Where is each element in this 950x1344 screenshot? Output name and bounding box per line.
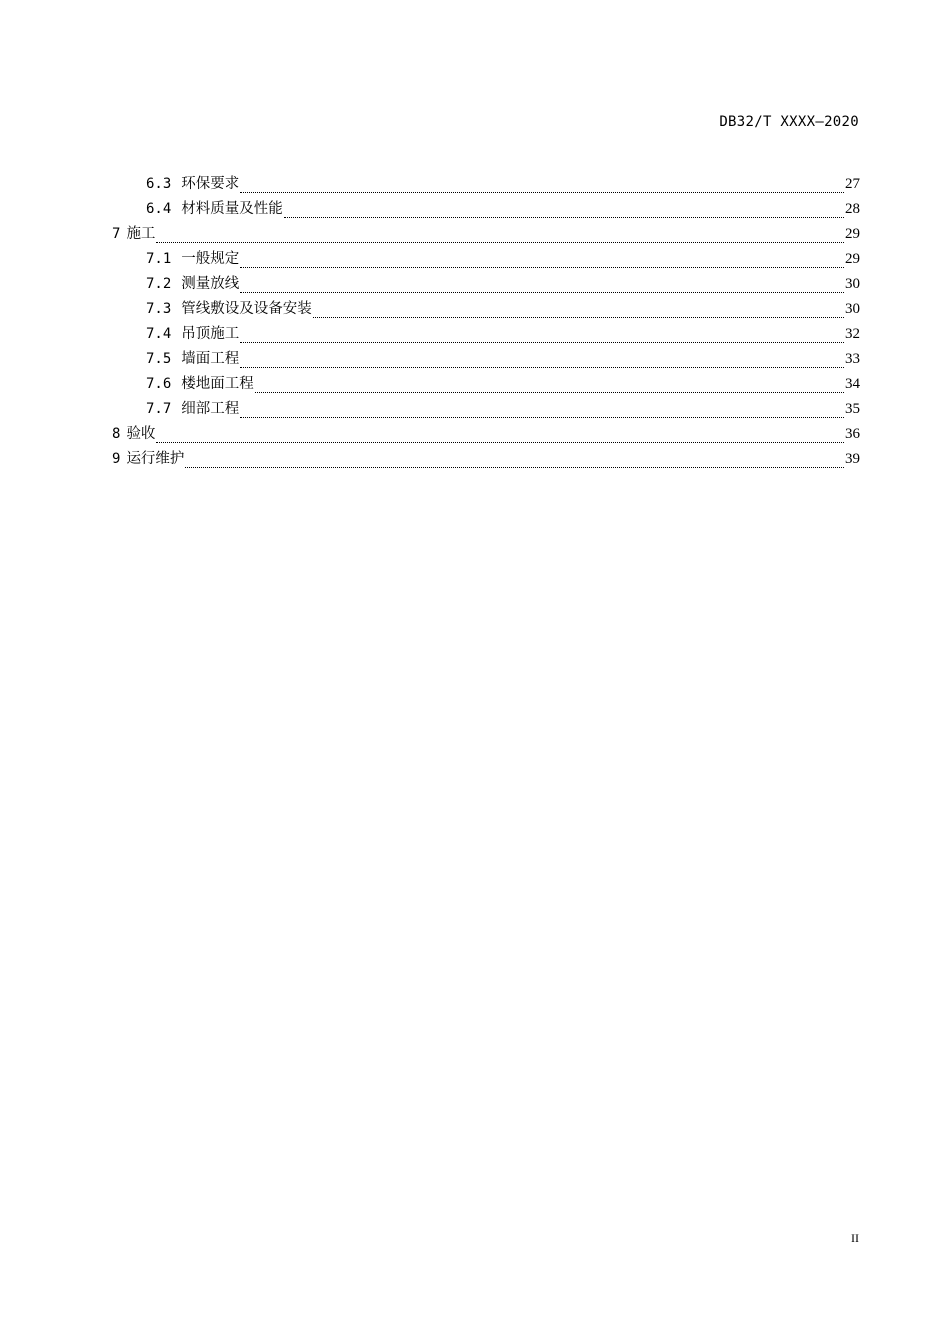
toc-entry-title: 施工 bbox=[126, 226, 156, 242]
toc-entry-title: 吊顶施工 bbox=[181, 326, 240, 342]
toc-entry[interactable] bbox=[112, 424, 860, 449]
toc-entry[interactable] bbox=[112, 274, 860, 299]
toc-entry[interactable] bbox=[112, 449, 860, 474]
toc-entry[interactable] bbox=[112, 174, 860, 199]
toc-entry[interactable] bbox=[112, 249, 860, 274]
toc-entry-page: 30 bbox=[845, 276, 860, 292]
toc-dot-leader bbox=[240, 291, 844, 293]
toc-entry-page: 34 bbox=[845, 376, 860, 392]
toc-entry[interactable] bbox=[112, 349, 860, 374]
toc-dot-leader bbox=[185, 466, 844, 468]
toc-entry-number: 7.3 bbox=[146, 301, 172, 317]
toc-dot-leader bbox=[240, 191, 844, 193]
toc-entry[interactable] bbox=[112, 374, 860, 399]
toc-dot-leader bbox=[156, 441, 844, 443]
toc-entry-page: 29 bbox=[845, 226, 860, 242]
toc-entry-title: 一般规定 bbox=[181, 251, 240, 267]
toc-entry-title: 管线敷设及设备安装 bbox=[181, 301, 312, 317]
table-of-contents bbox=[112, 174, 860, 474]
toc-entry[interactable] bbox=[112, 299, 860, 324]
toc-entry-title: 运行维护 bbox=[126, 451, 185, 467]
toc-dot-leader bbox=[240, 416, 844, 418]
toc-entry-title: 测量放线 bbox=[181, 276, 240, 292]
toc-entry-page: 28 bbox=[845, 201, 860, 217]
toc-dot-leader bbox=[240, 341, 844, 343]
toc-entry-title: 细部工程 bbox=[181, 401, 240, 417]
toc-entry-number: 7.6 bbox=[146, 376, 172, 392]
toc-entry-page: 30 bbox=[845, 301, 860, 317]
toc-entry-title: 环保要求 bbox=[181, 176, 240, 192]
standard-code: DB32/T XXXX—2020 bbox=[719, 114, 859, 130]
toc-entry[interactable] bbox=[112, 224, 860, 249]
toc-entry[interactable] bbox=[112, 199, 860, 224]
toc-entry-page: 35 bbox=[845, 401, 860, 417]
toc-entry-number: 7 bbox=[112, 226, 121, 242]
toc-entry-page: 29 bbox=[845, 251, 860, 267]
toc-dot-leader bbox=[240, 366, 844, 368]
toc-entry-number: 6.4 bbox=[146, 201, 172, 217]
toc-entry-number: 6.3 bbox=[146, 176, 172, 192]
toc-entry[interactable] bbox=[112, 399, 860, 424]
toc-entry-title: 材料质量及性能 bbox=[181, 201, 283, 217]
page-number: II bbox=[851, 1231, 859, 1245]
toc-entry-title: 楼地面工程 bbox=[181, 376, 254, 392]
toc-dot-leader bbox=[255, 391, 844, 393]
toc-entry-number: 8 bbox=[112, 426, 121, 442]
toc-entry-number: 7.5 bbox=[146, 351, 172, 367]
toc-dot-leader bbox=[156, 241, 844, 243]
toc-entry-page: 33 bbox=[845, 351, 860, 367]
toc-entry-number: 7.2 bbox=[146, 276, 172, 292]
toc-entry-page: 32 bbox=[845, 326, 860, 342]
toc-dot-leader bbox=[240, 266, 844, 268]
toc-entry-page: 36 bbox=[845, 426, 860, 442]
toc-entry-number: 9 bbox=[112, 451, 121, 467]
toc-entry[interactable] bbox=[112, 324, 860, 349]
toc-entry-number: 7.4 bbox=[146, 326, 172, 342]
toc-entry-title: 验收 bbox=[126, 426, 156, 442]
toc-dot-leader bbox=[284, 216, 844, 218]
toc-entry-number: 7.7 bbox=[146, 401, 172, 417]
toc-entry-page: 39 bbox=[845, 451, 860, 467]
toc-entry-title: 墙面工程 bbox=[181, 351, 240, 367]
toc-entry-page: 27 bbox=[845, 176, 860, 192]
toc-dot-leader bbox=[313, 316, 844, 318]
toc-entry-number: 7.1 bbox=[146, 251, 172, 267]
